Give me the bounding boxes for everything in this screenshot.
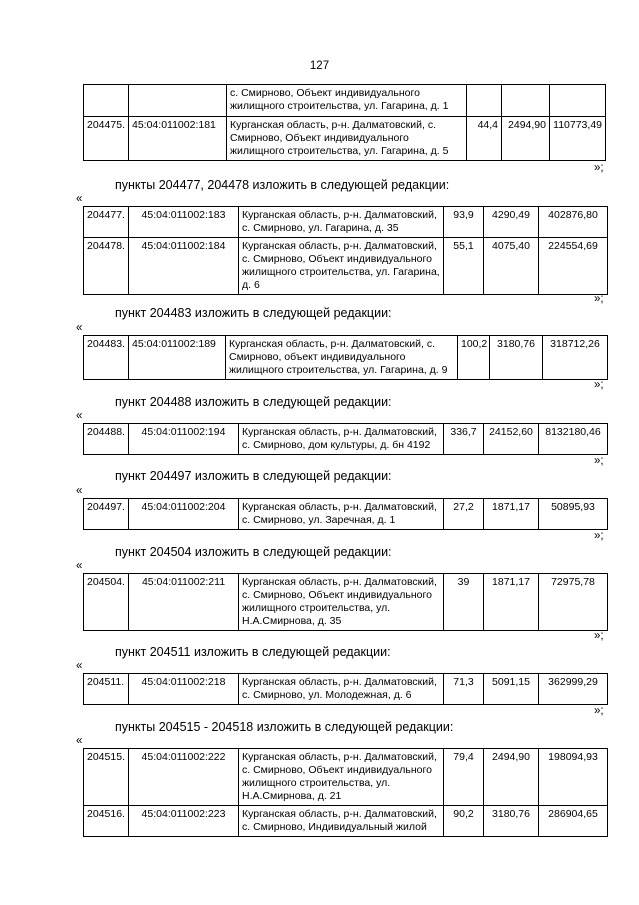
row-number: 204504. bbox=[84, 574, 129, 631]
amendment-instruction: пункт 204488 изложить в следующей редакции: bbox=[115, 395, 392, 409]
unit-price: 2494,90 bbox=[484, 749, 539, 806]
address: Курганская область, р-н. Далматовский, с. Смирново, Индивидуальный жилой bbox=[239, 806, 444, 837]
close-quote: »; bbox=[594, 379, 604, 391]
amendment-instruction: пункт 204483 изложить в следующей редакции: bbox=[115, 306, 392, 320]
row-number: 204516. bbox=[84, 806, 129, 837]
address: Курганская область, р-н. Далматовский, с. Смирново, Объект индивидуального жилищного строительства, ул. Гагарина, д. 5 bbox=[227, 117, 467, 161]
total-value: 318712,26 bbox=[543, 336, 608, 380]
records-table-4 bbox=[83, 498, 608, 530]
table-row bbox=[84, 499, 608, 530]
unit-price: 3180,76 bbox=[484, 806, 539, 837]
cadastral-number: 45:04:011002:189 bbox=[129, 336, 226, 380]
row-number: 204478. bbox=[84, 238, 129, 295]
total-value bbox=[550, 85, 606, 117]
address: Курганская область, р-н. Далматовский, с. Смирново, ул. Заречная, д. 1 bbox=[239, 499, 444, 530]
unit-price: 4075,40 bbox=[484, 238, 539, 295]
page-number: 127 bbox=[309, 60, 330, 72]
amendment-instruction: пункты 204477, 204478 изложить в следующей редакции: bbox=[115, 178, 450, 192]
table-row bbox=[84, 574, 608, 631]
unit-price: 3180,76 bbox=[490, 336, 543, 380]
table-row bbox=[84, 749, 608, 806]
cadastral-number: 45:04:011002:223 bbox=[129, 806, 239, 837]
open-quote: « bbox=[76, 410, 83, 422]
unit-price: 2494,90 bbox=[502, 117, 550, 161]
cadastral-number: 45:04:011002:184 bbox=[129, 238, 239, 295]
address: с. Смирново, Объект индивидуального жилищного строительства, ул. Гагарина, д. 1 bbox=[227, 85, 467, 117]
amendment-instruction: пункт 204504 изложить в следующей редакции: bbox=[115, 545, 392, 559]
area: 336,7 bbox=[444, 424, 484, 455]
close-quote: »; bbox=[594, 630, 604, 642]
table-row bbox=[84, 117, 606, 161]
table-row bbox=[84, 85, 606, 117]
close-quote: »; bbox=[594, 293, 604, 305]
total-value: 72975,78 bbox=[539, 574, 608, 631]
table-row bbox=[84, 806, 608, 837]
unit-price: 4290,49 bbox=[484, 207, 539, 238]
area: 55,1 bbox=[444, 238, 484, 295]
address: Курганская область, р-н. Далматовский, с. Смирново, ул. Молодежная, д. 6 bbox=[239, 674, 444, 705]
total-value: 50895,93 bbox=[539, 499, 608, 530]
cadastral-number: 45:04:011002:194 bbox=[129, 424, 239, 455]
address: Курганская область, р-н. Далматовский, с. Смирново, Объект индивидуального жилищного строительства, ул. Н.А.Смирнова, д. 21 bbox=[239, 749, 444, 806]
area: 27,2 bbox=[444, 499, 484, 530]
table-row bbox=[84, 674, 608, 705]
total-value: 198094,93 bbox=[539, 749, 608, 806]
address: Курганская область, р-н. Далматовский, с. Смирново, Объект индивидуального жилищного строительства, ул. Н.А.Смирнова, д. 35 bbox=[239, 574, 444, 631]
row-number: 204475. bbox=[84, 117, 129, 161]
table-row bbox=[84, 336, 608, 380]
cadastral-number: 45:04:011002:218 bbox=[129, 674, 239, 705]
area: 71,3 bbox=[444, 674, 484, 705]
unit-price: 1871,17 bbox=[484, 499, 539, 530]
cadastral-number: 45:04:011002:222 bbox=[129, 749, 239, 806]
table-row bbox=[84, 207, 608, 238]
cadastral-number: 45:04:011002:181 bbox=[129, 117, 227, 161]
records-table-7 bbox=[83, 748, 608, 837]
area bbox=[467, 85, 502, 117]
row-number: 204477. bbox=[84, 207, 129, 238]
unit-price: 24152,60 bbox=[484, 424, 539, 455]
open-quote: « bbox=[76, 485, 83, 497]
open-quote: « bbox=[76, 735, 83, 747]
area: 44,4 bbox=[467, 117, 502, 161]
cadastral-number: 45:04:011002:204 bbox=[129, 499, 239, 530]
total-value: 286904,65 bbox=[539, 806, 608, 837]
total-value: 110773,49 bbox=[550, 117, 606, 161]
address: Курганская область, р-н. Далматовский, с. Смирново, Объект индивидуального жилищного строительства, ул. Гагарина, д. 6 bbox=[239, 238, 444, 295]
unit-price bbox=[502, 85, 550, 117]
row-number: 204515. bbox=[84, 749, 129, 806]
records-table-1 bbox=[83, 206, 608, 295]
table-row bbox=[84, 424, 608, 455]
records-table-5 bbox=[83, 573, 608, 631]
unit-price: 5091,15 bbox=[484, 674, 539, 705]
total-value: 362999,29 bbox=[539, 674, 608, 705]
records-table-6 bbox=[83, 673, 608, 705]
close-quote: »; bbox=[594, 162, 604, 174]
area: 39 bbox=[444, 574, 484, 631]
area: 90,2 bbox=[444, 806, 484, 837]
open-quote: « bbox=[76, 322, 83, 334]
cadastral-number: 45:04:011002:211 bbox=[129, 574, 239, 631]
open-quote: « bbox=[76, 560, 83, 572]
close-quote: »; bbox=[594, 530, 604, 542]
row-number: 204511. bbox=[84, 674, 129, 705]
close-quote: »; bbox=[594, 455, 604, 467]
row-number: 204497. bbox=[84, 499, 129, 530]
unit-price: 1871,17 bbox=[484, 574, 539, 631]
close-quote: »; bbox=[594, 705, 604, 717]
records-table-0 bbox=[83, 84, 606, 161]
address: Курганская область, р-н. Далматовский, с. Смирново, дом культуры, д. бн 4192 bbox=[239, 424, 444, 455]
total-value: 8132180,46 bbox=[539, 424, 608, 455]
amendment-instruction: пункт 204511 изложить в следующей редакции: bbox=[115, 645, 391, 659]
total-value: 402876,80 bbox=[539, 207, 608, 238]
row-number: 204488. bbox=[84, 424, 129, 455]
table-row bbox=[84, 238, 608, 295]
row-number: 204483. bbox=[84, 336, 129, 380]
area: 93,9 bbox=[444, 207, 484, 238]
cadastral-number: 45:04:011002:183 bbox=[129, 207, 239, 238]
cadastral-number bbox=[129, 85, 227, 117]
area: 79,4 bbox=[444, 749, 484, 806]
area: 100,2 bbox=[458, 336, 490, 380]
row-number bbox=[84, 85, 129, 117]
open-quote: « bbox=[76, 193, 83, 205]
records-table-2 bbox=[83, 335, 608, 380]
total-value: 224554,69 bbox=[539, 238, 608, 295]
address: Курганская область, р-н. Далматовский, с. Смирново, объект индивидуального жилищного строительства, ул. Гагарина, д. 9 bbox=[226, 336, 458, 380]
open-quote: « bbox=[76, 660, 83, 672]
address: Курганская область, р-н. Далматовский, с. Смирново, ул. Гагарина, д. 35 bbox=[239, 207, 444, 238]
records-table-3 bbox=[83, 423, 608, 455]
amendment-instruction: пункты 204515 - 204518 изложить в следующей редакции: bbox=[115, 720, 454, 734]
amendment-instruction: пункт 204497 изложить в следующей редакции: bbox=[115, 469, 392, 483]
